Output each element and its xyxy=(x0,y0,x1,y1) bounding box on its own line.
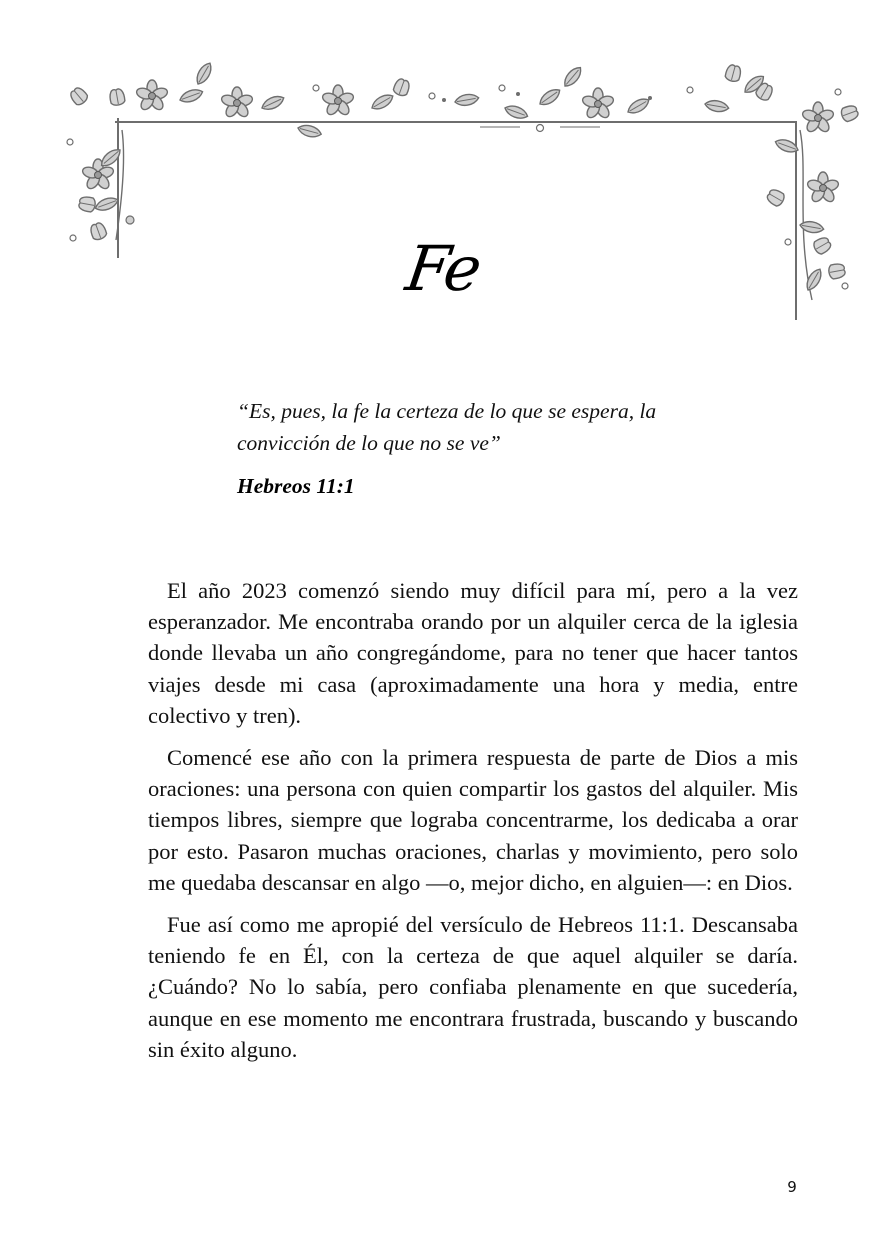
paragraph: Fue así como me apropié del versículo de Hebreos 11:1. Descansaba teniendo fe en Él, con la certeza de que aquel alquiler se daría. ¿Cuándo? No lo sabía, pero confiaba plenamente en que sucedería, aunque en ese momento me encontrara frustrada, buscando y buscando sin éxito alguno. xyxy=(148,912,798,1062)
paragraph: El año 2023 comenzó siendo muy difícil para mí, pero a la vez esperanzador. Me encontraba orando por un alquiler cerca de la iglesia donde llevaba un año congregándome, para no tener que hacer tantos viajes desde mi casa (aproximadamente una hora y media, entre colectivo y tren). xyxy=(148,578,798,728)
paragraph: Comencé ese año con la primera respuesta de parte de Dios a mis oraciones: una persona con quien compartir los gastos del alquiler. Mis tiempos libres, siempre que lograba concentrarme, los dedicaba a orar por esto. Pasaron muchas oraciones, charlas y movimiento, pero solo me quedaba descansar en algo —o, mejor dicho, en alguien—: en Dios. xyxy=(148,745,798,895)
epigraph-reference: Hebreos 11:1 xyxy=(237,474,355,498)
page-number: 9 xyxy=(787,1178,797,1196)
body-text xyxy=(148,575,798,1076)
epigraph-quote: “Es, pues, la fe la certeza de lo que se espera, la convicción de lo que no se ve” xyxy=(237,399,657,455)
chapter-title: Fe xyxy=(401,232,485,305)
